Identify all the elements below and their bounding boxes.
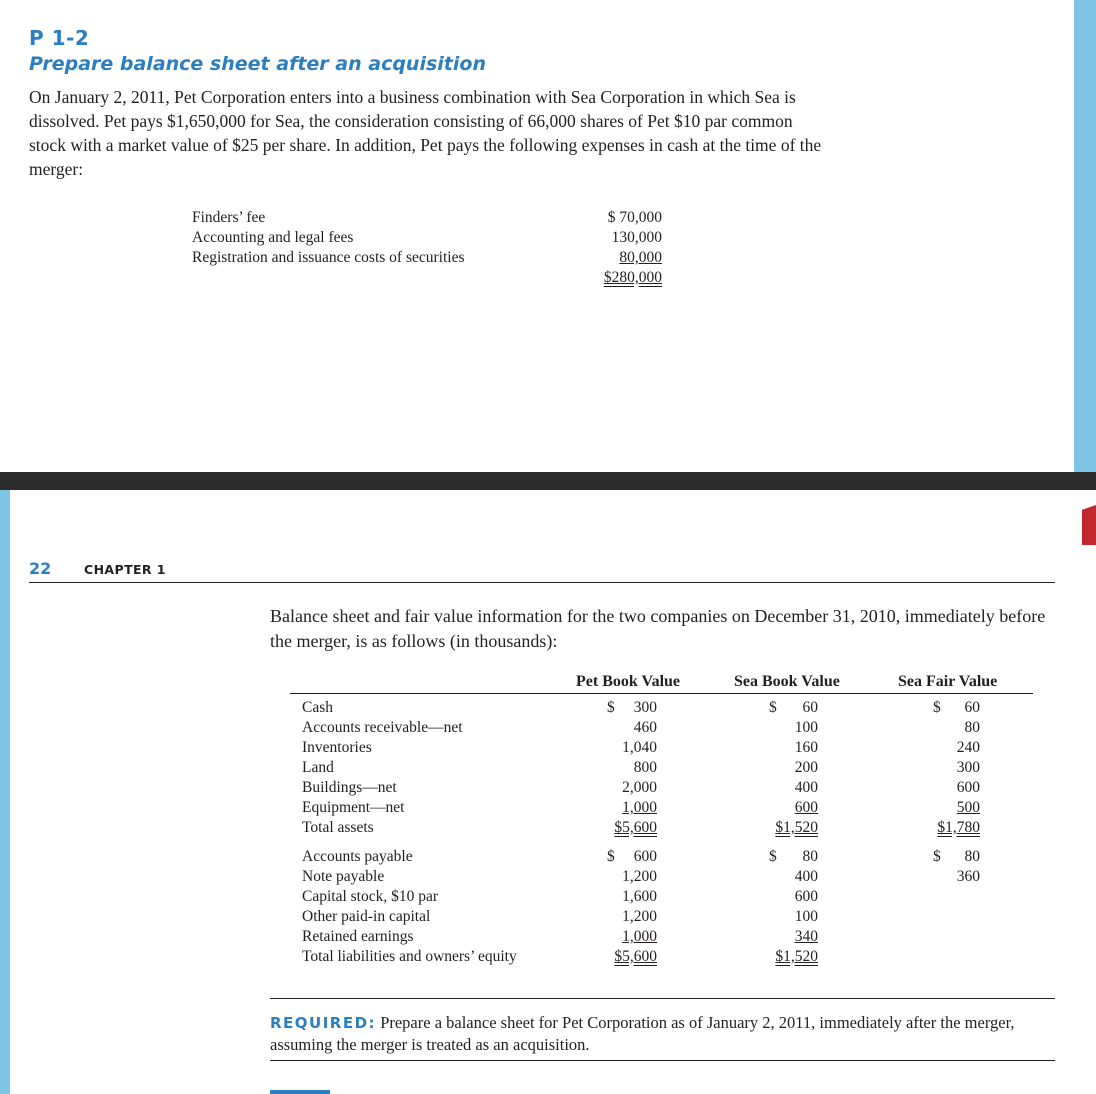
amount: 600 (794, 888, 818, 905)
row-label: Note payable (302, 868, 385, 885)
currency-sign: $ (607, 848, 615, 865)
amount: 460 (633, 719, 657, 736)
required-bottom-rule (270, 1060, 1055, 1061)
amount: 1,040 (622, 739, 657, 756)
expense-label: Finders’ fee (192, 209, 266, 226)
amount: $1,780 (937, 819, 980, 836)
expense-amount: 130,000 (611, 229, 662, 246)
row-label: Equipment—net (302, 799, 405, 816)
cell-fair (933, 818, 980, 838)
page-number: 22 (29, 559, 52, 578)
row-label: Total liabilities and owners’ equity (302, 948, 517, 965)
table-header-rule (290, 693, 1033, 694)
amount: 300 (956, 759, 980, 776)
row-label: Total assets (302, 819, 374, 836)
column-header-pet-book: Pet Book Value (576, 673, 681, 690)
amount: 1,000 (622, 799, 657, 816)
cell-sea (769, 738, 818, 758)
column-header-sea-fair: Sea Fair Value (898, 673, 998, 690)
cell-pet (607, 867, 657, 887)
expense-row (192, 208, 662, 228)
cell-pet (607, 778, 657, 798)
cell-fair (933, 907, 980, 927)
currency-sign: $ (769, 848, 777, 865)
page-divider (0, 472, 1096, 490)
amount: 2,000 (622, 779, 657, 796)
amount: $1,520 (775, 819, 818, 836)
amount: $1,520 (775, 948, 818, 965)
currency-sign: $ (933, 699, 941, 716)
problem-intro: On January 2, 2011, Pet Corporation enters into a business combination with Sea Corporation in which Sea is dissolved. Pet pays $1,650,000 for Sea, the consideration consisting of 66,000 shares of Pet $10 par common stock with a market value of $25 per share. In addition, Pet pays the following expenses in cash at the time of the merger: (29, 87, 822, 179)
cell-sea (769, 847, 818, 867)
cell-sea (769, 907, 818, 927)
expense-row (192, 248, 662, 268)
amount: $5,600 (614, 819, 657, 836)
amount: 160 (794, 739, 818, 756)
amount: 100 (794, 719, 818, 736)
cell-sea (769, 798, 818, 818)
cell-pet (607, 947, 657, 967)
cell-fair (933, 778, 980, 798)
cell-pet (607, 847, 657, 867)
cell-fair (933, 887, 980, 907)
cell-pet (607, 927, 657, 947)
chapter-label: CHAPTER 1 (84, 562, 166, 577)
cell-sea (769, 947, 818, 967)
cell-pet (607, 798, 657, 818)
amount: 340 (794, 928, 818, 945)
amount: 240 (956, 739, 980, 756)
row-label: Accounts receivable—net (302, 719, 463, 736)
problem-title: Prepare balance sheet after an acquisition (29, 53, 486, 75)
amount: 1,600 (622, 888, 657, 905)
expense-total-row (192, 268, 662, 288)
amount: 100 (794, 908, 818, 925)
cell-sea (769, 758, 818, 778)
problem-code: P 1-2 (29, 26, 90, 50)
sidebar-accent-top (1074, 0, 1096, 472)
expense-row (192, 228, 662, 248)
cell-pet (607, 907, 657, 927)
amount: 400 (794, 868, 818, 885)
row-label: Cash (302, 699, 333, 716)
amount: 300 (633, 699, 657, 716)
row-label: Retained earnings (302, 928, 414, 945)
currency-sign: $ (769, 699, 777, 716)
cell-fair (933, 847, 980, 867)
amount: 80 (964, 719, 980, 736)
row-label: Land (302, 759, 334, 776)
header-rule (29, 582, 1055, 583)
row-label: Accounts payable (302, 848, 413, 865)
row-label: Other paid-in capital (302, 908, 431, 925)
cell-sea (769, 698, 818, 718)
cell-sea (769, 867, 818, 887)
amount: 600 (633, 848, 657, 865)
cell-sea (769, 927, 818, 947)
cell-fair (933, 738, 980, 758)
cell-fair (933, 698, 980, 718)
expense-label: Registration and issuance costs of securities (192, 249, 465, 266)
expense-label: Accounting and legal fees (192, 229, 354, 246)
amount: 80 (802, 848, 818, 865)
amount: 600 (956, 779, 980, 796)
cell-fair (933, 798, 980, 818)
amount: 1,200 (622, 868, 657, 885)
amount: 200 (794, 759, 818, 776)
amount: 80 (964, 848, 980, 865)
expense-total: $280,000 (603, 269, 662, 286)
expenses-table (192, 208, 662, 288)
cell-pet (607, 758, 657, 778)
next-problem-mark (270, 1090, 330, 1094)
cell-fair (933, 718, 980, 738)
amount: 500 (956, 799, 980, 816)
currency-sign: $ (607, 699, 615, 716)
required-text: Prepare a balance sheet for Pet Corporation as of January 2, 2011, immediately after the merger, assuming the merger is treated as an acquisition. (270, 1013, 1015, 1054)
cell-pet (607, 718, 657, 738)
cell-pet (607, 738, 657, 758)
cell-fair (933, 758, 980, 778)
cell-fair (933, 947, 980, 967)
amount: 600 (794, 799, 818, 816)
cell-sea (769, 818, 818, 838)
expense-amount: $ 70,000 (607, 209, 662, 226)
amount: 800 (633, 759, 657, 776)
amount: 400 (794, 779, 818, 796)
cell-fair (933, 927, 980, 947)
amount: 60 (802, 699, 818, 716)
balance-sheet-intro: Balance sheet and fair value information for the two companies on December 31, 2010, immediately before the merger, is as follows (in thousands): (270, 606, 1046, 651)
cell-sea (769, 778, 818, 798)
amount: $5,600 (614, 948, 657, 965)
cell-pet (607, 698, 657, 718)
amount: 1,200 (622, 908, 657, 925)
row-label: Inventories (302, 739, 372, 756)
cell-fair (933, 867, 980, 887)
required-section (270, 1012, 1060, 1056)
amount: 360 (956, 868, 980, 885)
required-label: REQUIRED: (270, 1014, 377, 1032)
row-label: Capital stock, $10 par (302, 888, 439, 905)
column-header-sea-book: Sea Book Value (734, 673, 840, 690)
currency-sign: $ (933, 848, 941, 865)
page-tab-marker (1082, 505, 1096, 545)
amount: 60 (964, 699, 980, 716)
cell-pet (607, 887, 657, 907)
sidebar-accent-left (0, 490, 10, 1094)
cell-pet (607, 818, 657, 838)
cell-sea (769, 887, 818, 907)
expense-amount: 80,000 (619, 249, 662, 266)
cell-sea (769, 718, 818, 738)
required-top-rule (270, 998, 1055, 999)
row-label: Buildings—net (302, 779, 397, 796)
amount: 1,000 (622, 928, 657, 945)
